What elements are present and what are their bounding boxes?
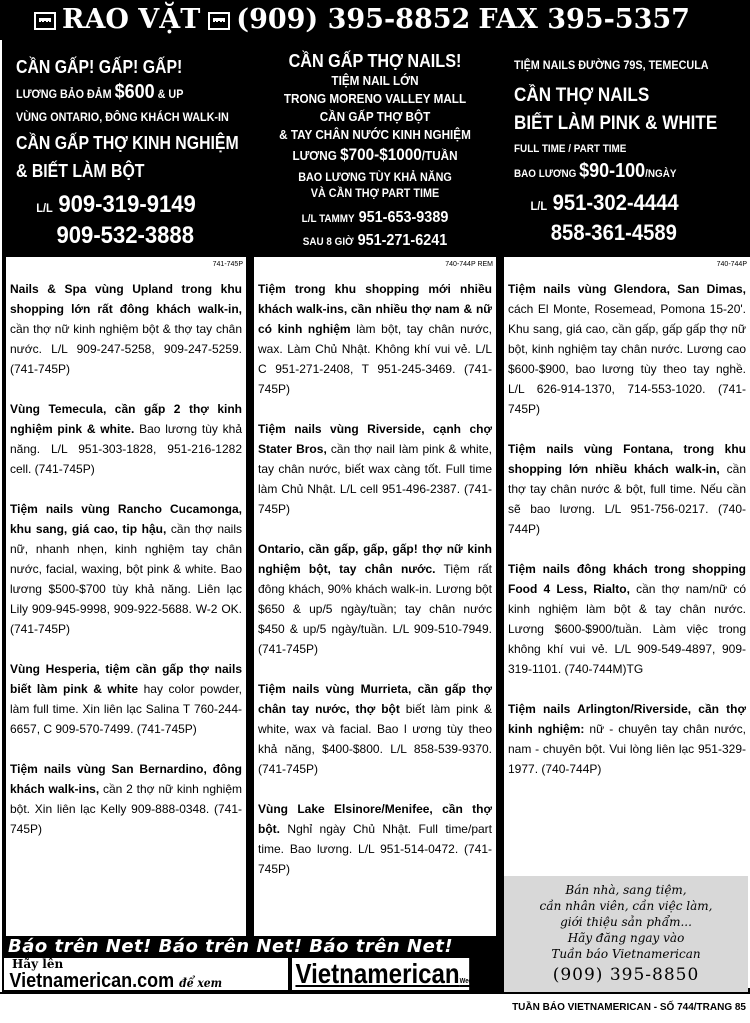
- ad-lead: Ontario, cần gấp, gấp, gấp! thợ nữ kinh nghiệm bột, tay chân nước.: [258, 542, 492, 576]
- classified-ad: [258, 279, 492, 399]
- classified-ad: [258, 539, 492, 659]
- ad-phone: 909-532-3888: [56, 222, 194, 249]
- phone-icon: [208, 12, 230, 30]
- ad-phone: 858-361-4589: [550, 220, 677, 245]
- ad-headline: CẦN GẤP! GẤP! GẤP!: [16, 57, 183, 77]
- promo-line: cần nhân viên, cần việc làm,: [539, 899, 713, 913]
- classified-ad: [508, 439, 746, 539]
- featured-ad-1: [6, 44, 246, 268]
- ad-body: cần thợ nam/nữ có kinh nghiệm làm bột & tay chân nước. Lương $600-$900/tuần. Làm việc trong không khí vui vẻ. L/L 909-549-4897, 909-319-1101. (740-744M)TG: [508, 582, 746, 676]
- ad-lead: Tiệm nails vùng San Bernardino, đông khách walk-ins,: [10, 762, 242, 796]
- ad-body: Tiệm rất đông khách, 90% khách walk-in. Lương bột $650 & up/5 ngày/tuần; tay chân nước $450 & up/5 ngày/tuần. L/L 909-510-7949. (741-745P): [258, 562, 492, 656]
- newspaper-logo: [292, 958, 489, 990]
- ad-text: L/L TAMMY: [301, 213, 355, 225]
- featured-ad-3: [504, 44, 750, 268]
- promo-line: Tuần báo Vietnamerican: [551, 947, 701, 961]
- header-phone: (909) 395-8852: [236, 4, 471, 35]
- ad-body: cần thợ nails nữ, nhanh nhẹn, kinh nghiệm tay chân nước, facial, waxing, bột pink & white. Bao lương $500-$700 tùy khả năng. Liên lạc Lily 909-945-9998, 909-922-5688. W-2 OK. (741-745P): [10, 522, 242, 636]
- promo-phone: (909) 395-8850: [552, 965, 700, 985]
- header-bar: [0, 0, 750, 40]
- ad-text: /NGÀY: [645, 168, 677, 180]
- promo-line: Bán nhà, sang tiệm,: [565, 883, 687, 897]
- classified-ad: [508, 699, 746, 779]
- ad-lead: Nails & Spa vùng Upland trong khu shopping lớn rất đông khách walk-in,: [10, 282, 242, 316]
- ad-text: L/L: [530, 199, 548, 213]
- classified-ad: [258, 419, 492, 519]
- ad-text: VÀ CẦN THỢ PART TIME: [310, 186, 440, 200]
- ad-text: VÙNG ONTARIO, ĐÔNG KHÁCH WALK-IN: [16, 110, 229, 124]
- page-footer: TUẦN BÁO VIETNAMERICAN - SỐ 744/TRANG 85: [0, 992, 750, 1023]
- ad-lead: Tiệm nails vùng Riverside, cạnh chợ Stater Bros,: [258, 422, 492, 456]
- ad-text: CẦN GẤP THỢ BỘT: [319, 109, 431, 124]
- ad-text: BAO LƯƠNG: [514, 168, 577, 180]
- ad-salary: $700-$1000: [340, 145, 422, 164]
- ad-text: TIỆM NAILS ĐƯỜNG 79S, TEMECULA: [514, 58, 709, 72]
- ad-text: & UP: [157, 87, 184, 101]
- classified-ad: [10, 279, 242, 379]
- ad-body: làm bột, tay chân nước, wax. Làm Chủ Nhật. Không khí vui vẻ. L/L C 951-271-2408, T 951-245-3469. (741-745P): [258, 322, 492, 396]
- ad-lead: Tiệm nails vùng Rancho Cucamonga, khu sang, giá cao, tip hậu,: [10, 502, 242, 536]
- website-url[interactable]: Vietnamerican.com: [9, 970, 175, 992]
- ad-lead: Tiệm trong khu shopping mới nhiều khách walk-ins, cần nhiều thợ nam & nữ có kinh nghiệm: [258, 282, 492, 336]
- ad-text: /TUẦN: [421, 148, 458, 163]
- ad-salary: $600: [114, 81, 155, 103]
- ad-ref: 740-744P REM: [445, 261, 493, 268]
- ad-phone: 951-271-6241: [357, 232, 448, 249]
- ad-phone: 909-319-9149: [58, 191, 196, 218]
- ad-headline: CẦN THỢ NAILS: [514, 85, 650, 106]
- ad-lead: Vùng Hesperia, tiệm cần gấp thợ nails biết làm pink & white: [10, 662, 242, 696]
- ad-salary: $90-100: [579, 160, 646, 182]
- ad-body: cần thợ nail làm pink & white, tay chân nước, biết wax càng tốt. Full time làm Chủ Nhật. L/L cell 951-496-2387. (741-745P): [258, 442, 492, 516]
- ad-headline: BIẾT LÀM PINK & WHITE: [514, 113, 718, 134]
- ad-body: cần 2 thợ nữ kinh nghiệm bột. Xin liên lạc Kelly 909-888-0348. (741-745P): [10, 782, 243, 836]
- ad-body: cần thợ nữ kinh nghiệm bột & thợ tay chân nước. L/L 909-247-5258, 909-247-5259. (741-745P): [10, 322, 242, 376]
- logo-text: Vietnamerican: [295, 958, 460, 989]
- ad-text: LƯƠNG BẢO ĐẢM: [16, 87, 112, 101]
- promo-line: giới thiệu sản phẩm...: [560, 915, 692, 929]
- ad-headline: CẦN GẤP THỢ NAILS!: [288, 51, 462, 71]
- header-fax: FAX 395-5357: [478, 4, 690, 35]
- ad-body: Bao lương tùy khả năng. L/L 951-303-1828, 951-216-1282 cell. (741-745P): [10, 422, 242, 476]
- ad-list: [6, 257, 246, 839]
- classified-ad: [508, 559, 746, 679]
- classified-ad: [10, 399, 242, 479]
- ad-list: [254, 257, 496, 879]
- header-title: RAO VẶT: [62, 4, 201, 35]
- promo-line: Hãy đăng ngay vào: [567, 931, 685, 945]
- ad-lead: Tiệm nails đông khách trong shopping Food 4 Less, Rialto,: [508, 562, 746, 596]
- classified-ad: [10, 759, 242, 839]
- ad-phone: 951-653-9389: [358, 209, 449, 226]
- ad-lead: Vùng Temecula, cần gấp 2 thợ kinh nghiệm pink & white.: [10, 402, 242, 436]
- logo-trademark: TM: [480, 978, 489, 985]
- ad-phone: 951-302-4444: [552, 190, 679, 215]
- ad-text: L/L: [36, 201, 53, 215]
- ad-body: Nghỉ ngày Chủ Nhật. Full time/part time. Bao lương. L/L 951-514-0472. (741-745P): [258, 822, 492, 876]
- ad-ref: 741-745P: [212, 261, 243, 268]
- column-1: [2, 40, 250, 992]
- ad-body: nữ - chuyên tay chân nước, nam - chuyên bột. Vui lòng liên lạc 951-329-1977. (740-744P): [508, 722, 747, 776]
- ad-text: TIỆM NAIL LỚN: [331, 73, 419, 88]
- ad-lead: Vùng Lake Elsinore/Menifee, cần thợ bột.: [258, 802, 492, 836]
- ad-text: TRONG MORENO VALLEY MALL: [283, 91, 467, 106]
- ad-text: SAU 8 GIỜ: [302, 236, 354, 248]
- ad-headline: & BIẾT LÀM BỘT: [16, 161, 145, 181]
- ad-lead: Tiệm nails vùng Fontana, trong khu shopping lớn nhiều khách walk-in,: [508, 442, 746, 476]
- website-link[interactable]: [4, 971, 260, 993]
- ad-lead: Tiệm nails Arlington/Riverside, cần thợ kinh nghiệm:: [508, 702, 746, 736]
- web-promo-text: để xem: [179, 976, 223, 990]
- classified-ad: [10, 659, 242, 739]
- web-promo-slogan: Báo trên Net! Báo trên Net! Báo trên Net!: [8, 936, 454, 957]
- ad-list: [504, 257, 750, 779]
- ad-lead: Tiệm nails vùng Murrieta, cần gấp thợ chân tay nước, thợ bột: [258, 682, 492, 716]
- ad-body: cách El Monte, Rosemead, Pomona 15-20'. Khu sang, giá cao, cần gấp, gấp gấp thợ nữ bột, kinh nghiệm tay chân nước. Lương cao $600-$900, bao lương tùy theo tay nghề. L/L 626-914-1370, 714-553-1020. (741-745P): [508, 302, 746, 416]
- ad-headline: CẦN GẤP THỢ KINH NGHIỆM: [16, 133, 239, 153]
- classified-ad: [258, 679, 492, 779]
- ad-text: & TAY CHÂN NƯỚC KINH NGHIỆM: [279, 127, 471, 142]
- column-3: [500, 40, 750, 992]
- ad-body: biết làm pink & white, wax và facial. Bao l ương tùy theo khả năng, $400-$800. L/L 858-539-9370. (741-745P): [258, 702, 492, 776]
- ad-lead: Tiệm nails vùng Glendora, San Dimas,: [508, 282, 746, 296]
- classified-ad: [258, 799, 492, 879]
- ad-body: hay color powder, làm full time. Xin liên lạc Salina T 760-244-6657, C 909-570-7499. (741-745P): [10, 682, 243, 736]
- featured-ad-2: [254, 44, 496, 268]
- web-promo-text: Hãy lên: [12, 957, 64, 971]
- column-2: [250, 40, 500, 992]
- logo-subtext: Weekly: [459, 978, 481, 985]
- classified-ad: [508, 279, 746, 419]
- ad-body: cần thợ tay chân nước & bột, full time. Nếu cần sẽ bao lương. L/L 951-756-0217. (740-744P): [508, 462, 746, 536]
- ad-promo-box: [504, 876, 748, 992]
- classified-ad: [10, 499, 242, 639]
- phone-icon: [34, 12, 56, 30]
- ad-text: FULL TIME / PART TIME: [514, 143, 627, 155]
- ad-ref: 740-744P: [716, 261, 747, 268]
- ad-text: BAO LƯƠNG TÙY KHẢ NĂNG: [298, 170, 452, 184]
- web-promo-banner: [2, 936, 500, 992]
- ad-text: LƯƠNG: [292, 148, 337, 163]
